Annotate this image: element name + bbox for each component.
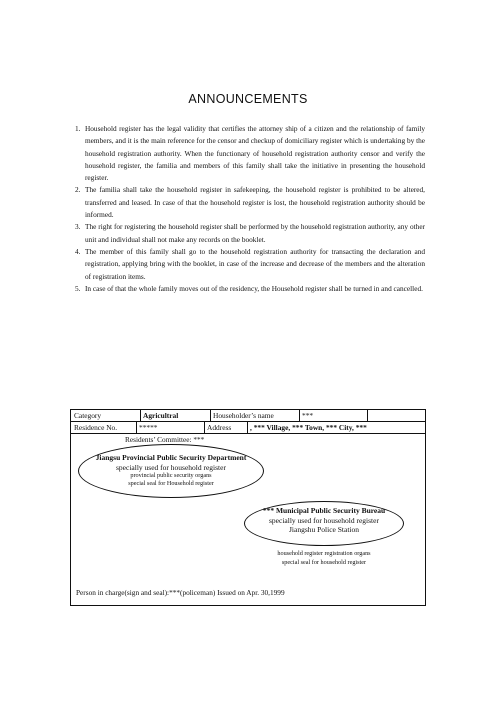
item-number: 4. (75, 246, 81, 256)
seal-line: *** Municipal Public Security Bureau (262, 506, 386, 515)
seal-line: special seal for Household register (128, 480, 214, 487)
seal-line: provincial public security organs (130, 472, 212, 479)
item-number: 1. (75, 124, 81, 133)
page-title: ANNOUNCEMENTS (188, 92, 308, 106)
organ-line: special seal for household register (281, 558, 367, 566)
householder-label: Householder’s name (213, 411, 274, 420)
item-number: 2. (75, 185, 81, 195)
provincial-seal (78, 444, 264, 498)
cell-divider (367, 410, 368, 421)
category-value: Agricultral (143, 411, 179, 420)
item-number: 3. (75, 222, 81, 232)
announcement-item (75, 184, 425, 221)
item-text: In case of that the whole family moves out of the residency, the Household register shall be turned in and cancelled. (85, 283, 423, 293)
address-label: Address (207, 423, 232, 432)
municipal-seal (244, 501, 404, 546)
register-header-row (71, 410, 425, 422)
residence-value: ***** (139, 423, 158, 432)
organ-line: household register registration organs (277, 550, 371, 557)
register-address-row (71, 422, 425, 434)
issuer-line: Person in charge(sign and seal):***(policeman) Issued on Apr. 30,1999 (76, 588, 285, 597)
householder-value: *** (302, 411, 314, 420)
item-text: The familia shall take the household register in safekeeping, the household register is prohibited to be altered, transferred and leased. In case of that the household register is lost, the household registration authority should be informed. (85, 185, 425, 220)
item-text: The member of this family shall go to the household registration authority for transacting the declaration and registration, applying bring with the booklet, in case of the increase and decrease of the members and the alteration of registration items. (85, 246, 425, 281)
residence-label: Residence No. (74, 423, 118, 432)
announcement-item (75, 246, 425, 283)
announcements-list (75, 123, 425, 295)
category-label: Category (74, 411, 102, 420)
seal-line: Jiangshu Police Station (289, 525, 359, 534)
announcement-item (75, 123, 425, 184)
announcement-item (75, 221, 425, 246)
item-text: The right for registering the household register shall be performed by the household registration authority, any other unit and individual shall not make any records on the booklet. (85, 222, 425, 244)
seal-line: Jiangsu Provincial Public Security Department (95, 453, 247, 462)
household-register-box (70, 409, 426, 606)
address-value: , *** Village, *** Town, *** City, *** (250, 423, 367, 432)
seal-line: specially used for household register (116, 462, 226, 472)
item-number: 5. (75, 283, 81, 293)
item-text: Household register has the legal validity that certifies the attorney ship of a citizen and the relationship of family members, and it is the main reference for the censor and checkup of domiciliary register which is undertaking by the household registration authority. When the functionary of household registration authority censor and verify the household register, the familia and members of this family shall take the initiative in presenting the household register. (85, 124, 425, 183)
announcement-item (75, 283, 425, 295)
seal-line: specially used for household register (269, 515, 379, 525)
registration-organs-note (243, 550, 405, 567)
residents-committee: Residents’ Committee: *** (125, 435, 205, 444)
